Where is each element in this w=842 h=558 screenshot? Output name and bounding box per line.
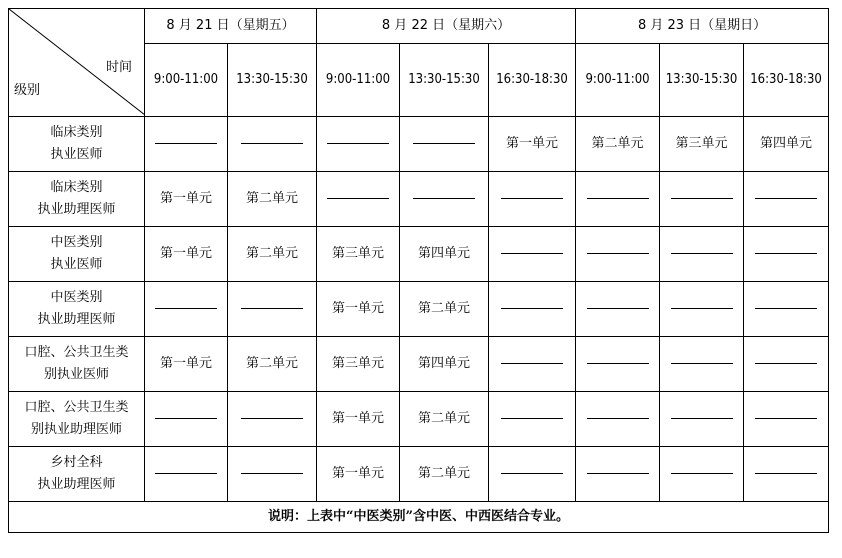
empty-slot-cell [489,447,576,502]
empty-slot-cell [576,227,660,282]
dash-line [755,308,817,309]
level-label-line: 中医类别 [50,290,103,305]
date-header-aug21: 8 月 21 日（星期五） [145,9,317,44]
note-row [9,502,829,533]
time-slot-header: 13:30-15:30 [228,44,317,117]
dash-line [413,143,475,144]
dash-line [501,418,563,419]
empty-slot-cell [489,337,576,392]
empty-slot-cell [489,392,576,447]
empty-slot-cell [489,227,576,282]
table-row [9,337,829,392]
dash-line [501,198,563,199]
empty-slot-cell [660,282,744,337]
time-slot-header: 9:00-11:00 [576,44,660,117]
level-cell [9,227,145,282]
dash-line [671,253,733,254]
dash-line [587,198,649,199]
unit-cell: 第三单元 [317,227,400,282]
level-label-line: 执业医师 [50,257,103,272]
dash-line [671,473,733,474]
empty-slot-cell [660,172,744,227]
dash-line [241,308,303,309]
unit-cell: 第三单元 [317,337,400,392]
dash-line [587,253,649,254]
level-label-line: 别执业医师 [43,367,109,382]
unit-cell: 第一单元 [317,392,400,447]
empty-slot-cell [317,172,400,227]
dash-line [755,418,817,419]
empty-slot-cell [744,337,829,392]
level-cell [9,117,145,172]
empty-slot-cell [228,117,317,172]
unit-cell: 第二单元 [228,337,317,392]
date-header-aug23: 8 月 23 日（星期日） [576,9,829,44]
exam-schedule-table [8,8,829,533]
empty-slot-cell [576,282,660,337]
empty-slot-cell [145,447,228,502]
dash-line [241,418,303,419]
unit-cell: 第四单元 [400,227,489,282]
empty-slot-cell [400,172,489,227]
level-cell [9,392,145,447]
dash-line [587,418,649,419]
empty-slot-cell [576,392,660,447]
empty-slot-cell [489,172,576,227]
empty-slot-cell [744,172,829,227]
unit-cell: 第一单元 [317,282,400,337]
empty-slot-cell [744,282,829,337]
unit-cell: 第一单元 [145,337,228,392]
table-row [9,172,829,227]
dash-line [241,473,303,474]
empty-slot-cell [660,337,744,392]
dash-line [587,363,649,364]
unit-cell: 第二单元 [400,392,489,447]
dash-line [755,363,817,364]
date-header-aug22: 8 月 22 日（星期六） [317,9,576,44]
dash-line [755,473,817,474]
empty-slot-cell [228,282,317,337]
empty-slot-cell [145,392,228,447]
empty-slot-cell [317,117,400,172]
level-label-line: 执业助理医师 [37,202,116,217]
header-row-dates [9,9,829,44]
unit-cell: 第一单元 [489,117,576,172]
empty-slot-cell [489,282,576,337]
corner-header-cell [9,9,145,117]
unit-cell: 第一单元 [145,172,228,227]
unit-cell: 第二单元 [228,227,317,282]
empty-slot-cell [576,172,660,227]
unit-cell: 第四单元 [744,117,829,172]
dash-line [241,143,303,144]
dash-line [501,473,563,474]
empty-slot-cell [660,392,744,447]
dash-line [587,308,649,309]
dash-line [671,418,733,419]
empty-slot-cell [145,117,228,172]
dash-line [413,198,475,199]
time-slot-header: 16:30-18:30 [489,44,576,117]
dash-line [501,363,563,364]
time-slot-header: 9:00-11:00 [317,44,400,117]
corner-level-label: 级别 [14,83,41,98]
level-label-line: 临床类别 [50,180,103,195]
corner-time-label: 时间 [105,60,132,75]
empty-slot-cell [576,447,660,502]
level-cell [9,172,145,227]
level-label-line: 临床类别 [50,125,103,140]
unit-cell: 第二单元 [228,172,317,227]
table-row [9,447,829,502]
level-label-line: 口腔、公共卫生类 [24,345,129,360]
empty-slot-cell [744,392,829,447]
dash-line [671,363,733,364]
unit-cell: 第四单元 [400,337,489,392]
table-row [9,227,829,282]
level-label-line: 别执业助理医师 [30,422,122,437]
empty-slot-cell [400,117,489,172]
empty-slot-cell [744,227,829,282]
unit-cell: 第一单元 [145,227,228,282]
time-slot-header: 13:30-15:30 [660,44,744,117]
dash-line [155,418,217,419]
dash-line [755,198,817,199]
dash-line [155,143,217,144]
dash-line [155,473,217,474]
dash-line [327,143,389,144]
dash-line [327,198,389,199]
empty-slot-cell [145,282,228,337]
unit-cell: 第二单元 [400,282,489,337]
empty-slot-cell [228,447,317,502]
dash-line [501,253,563,254]
time-slot-header: 16:30-18:30 [744,44,829,117]
dash-line [671,308,733,309]
table-note: 说明：上表中“中医类别”含中医、中西医结合专业。 [9,502,829,533]
level-label-line: 执业助理医师 [37,477,116,492]
level-cell [9,447,145,502]
dash-line [501,308,563,309]
table-row [9,392,829,447]
dash-line [587,473,649,474]
unit-cell: 第一单元 [317,447,400,502]
empty-slot-cell [576,337,660,392]
empty-slot-cell [660,447,744,502]
table-row [9,117,829,172]
unit-cell: 第二单元 [400,447,489,502]
level-label-line: 乡村全科 [50,455,103,470]
level-cell [9,282,145,337]
empty-slot-cell [744,447,829,502]
dash-line [155,308,217,309]
time-slot-header: 9:00-11:00 [145,44,228,117]
table-row [9,282,829,337]
level-label-line: 中医类别 [50,235,103,250]
unit-cell: 第三单元 [660,117,744,172]
empty-slot-cell [228,392,317,447]
unit-cell: 第二单元 [576,117,660,172]
level-label-line: 执业医师 [50,147,103,162]
dash-line [755,253,817,254]
empty-slot-cell [660,227,744,282]
level-label-line: 口腔、公共卫生类 [24,400,129,415]
level-label-line: 执业助理医师 [37,312,116,327]
level-cell [9,337,145,392]
time-slot-header: 13:30-15:30 [400,44,489,117]
dash-line [671,198,733,199]
